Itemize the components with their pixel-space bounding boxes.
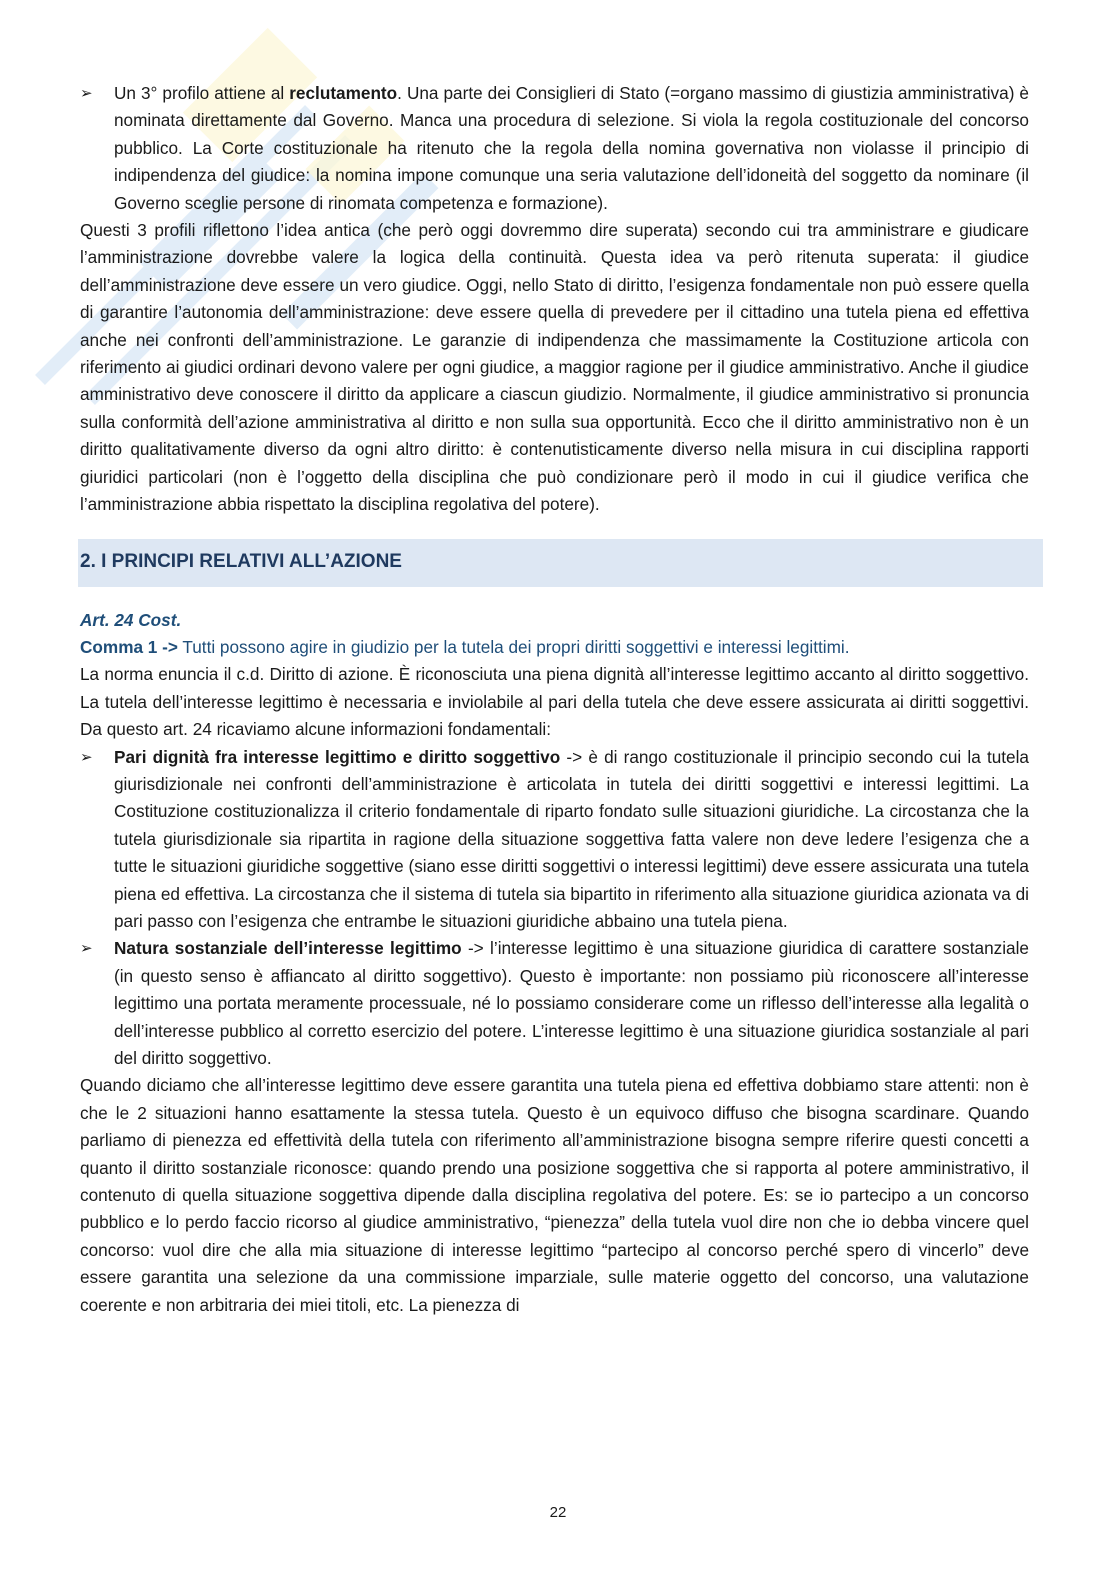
bullet-pari-dignita (80, 744, 1029, 936)
comma-line (80, 634, 1029, 661)
section-heading-band (78, 539, 1043, 587)
comma-text: Tutti possono agire in giudizio per la tutela dei propri diritti soggettivi e interessi legittimi. (177, 636, 850, 657)
bullet-bold-term: reclutamento (289, 83, 398, 103)
paragraph-profili: Questi 3 profili riflettono l’idea antica (che però oggi dovremmo dire superata) secondo cui tra amministrare e giudicare l’amministrazione dovrebbe valere la logica della continuità. Questa idea va però ritenuta superata: il giudice dell’amministrazione deve essere un vero giudice. Oggi, nello Stato di diritto, l’esigenza fondamentale non può essere quella di garantire l’autonomia dell’amministrazione: deve essere quella di prevedere per il cittadino una tutela piena ed effettiva anche nei confronti dell’amministrazione. Le garanzie di indipendenza che massimamente la Costituzione articola con riferimento ai giudici ordinari devono valere per ogni giudice, a maggior ragione per il giudice amministrativo. Anche il giudice amministrativo deve conoscere il diritto da applicare a ciascun giudizio. Normalmente, il giudice amministrativo si pronuncia sulla conformità dell’azione amministrativa al diritto e non sulla sua opportunità. Ecco che il diritto amministrativo non è un diritto qualitativamente diverso da ogni altro diritto: è contenutisticamente diverso nella misura in cui disciplina rapporti giuridici particolari (non è l’oggetto della disciplina che può condizionare però il modo in cui il giudice verifica che l’amministrazione abbia rispettato la disciplina regolativa del potere). (80, 220, 1029, 515)
paragraph-pienezza-tutela: Quando diciamo che all’interesse legittimo deve essere garantita una tutela piena ed effettiva dobbiamo stare attenti: non è che le 2 situazioni hanno esattamente la stessa tutela. Questo è un equivoco diffuso che bisogna scardinare. Quando parliamo di pienezza ed effettività della tutela con riferimento all’amministrazione bisogna sempre riferire questi concetti a quanto il diritto sostanziale riconosce: quando prendo una posizione soggettiva che si rapporta al potere amministrativo, il contenuto di quella situazione soggettiva dipende dalla disciplina regolativa del potere. Es: se io partecipo a un concorso pubblico e lo perdo faccio ricorso al giudice amministrativo, “pienezza” della tutela vuol dire non che io debba vincere quel concorso: vuol dire che alla mia situazione di interesse legittimo “partecipo al concorso perché spero di vincerlo” deve essere garantita una selezione da una commissione imparziale, sulle materie oggetto del concorso, una valutazione coerente e non arbitraria dei miei titoli, etc. La pienezza di (80, 1075, 1029, 1315)
bullet-text: -> l’interesse legittimo è una situazione giuridica di carattere sostanziale (in questo senso è affiancato al diritto soggettivo). Questo è importante: non possiamo più riconoscere all’interesse legittimo una portata meramente processuale, né lo possiamo considerare come un riflesso dell’interesse alla legalità o dell’interesse pubblico al corretto esercizio del potere. L’interesse legittimo è una situazione giuridica sostanziale al pari del diritto soggettivo. (114, 938, 1029, 1068)
bullet-text: -> è di rango costituzionale il principio secondo cui la tutela giurisdizionale nei confronti dell’amministrazione è articolata in tutela dei diritti soggettivi e interessi legittimi. La Costituzione costituzionalizza il criterio fondamentale di riparto fondato sulle situazioni giuridiche. La circostanza che la tutela giurisdizionale sia ripartita in ragione della situazione soggettiva fatta valere non deve ledere l’esigenza che a tutte le situazioni giuridiche soggettive (siano esse diritti soggettivi o interessi legittimi) deve essere assicurata una tutela piena ed effettiva. La circostanza che il sistema di tutela sia bipartito in riferimento alla situazione giuridica azionata va di pari passo con l’esigenza che entrambe le situazioni giuridiche abbaino una tutela piena. (114, 746, 1029, 931)
bullet-bold-term: Pari dignità fra interesse legittimo e diritto soggettivo (114, 746, 561, 767)
bullet-bold-term: Natura sostanziale dell’interesse legittimo (114, 938, 462, 959)
bullet-reclutamento (80, 80, 1029, 217)
bullet-natura-sostanziale (80, 935, 1029, 1072)
bullet-lead: Un 3° profilo attiene al (114, 83, 290, 103)
document-body (80, 80, 1029, 1319)
arrow-bullet-icon: ➢ (80, 85, 93, 102)
page-number: 22 (549, 1504, 567, 1521)
bullet-text: . Una parte dei Consiglieri di Stato (=organo massimo di giustizia amministrativa) è nominata direttamente dal Governo. Manca una procedura di selezione. Si viola la regola costituzionale del concorso pubblico. La Corte costituzionale ha ritenuto che la regola della nomina governativa non violasse il principio di indipendenza del giudice: la nomina impone comunque una seria valutazione dell’idoneità del soggetto da nominare (il Governo sceglie persone di rinomata competenza e formazione). (114, 83, 1029, 213)
comma-label: Comma 1 -> (80, 636, 178, 657)
article-heading: Art. 24 Cost. (80, 609, 182, 630)
arrow-bullet-icon: ➢ (80, 940, 93, 958)
paragraph-diritto-azione: La norma enuncia il c.d. Diritto di azione. È riconosciuta una piena dignità all’interesse legittimo accanto al diritto soggettivo. La tutela dell’interesse legittimo è necessaria e inviolabile al pari della tutela che deve essere assicurata ai diritti soggettivi. Da questo art. 24 ricaviamo alcune informazioni fondamentali: (80, 664, 1029, 740)
arrow-bullet-icon: ➢ (80, 748, 93, 766)
section-title: 2. I PRINCIPI RELATIVI ALL’AZIONE (80, 550, 402, 572)
